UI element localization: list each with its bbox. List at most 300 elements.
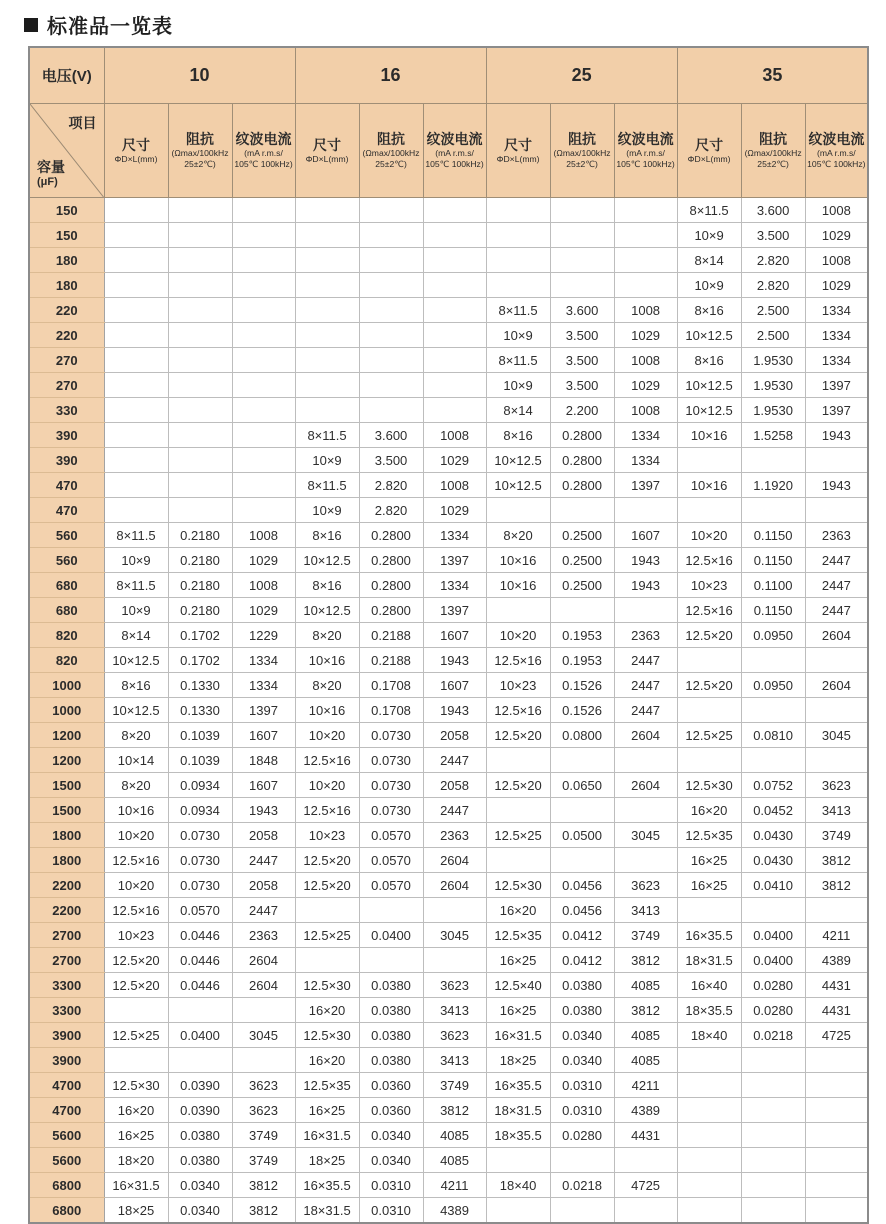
value-cell: 1.9530 xyxy=(741,348,805,373)
value-cell: 0.1330 xyxy=(168,698,232,723)
value-cell xyxy=(359,248,423,273)
value-cell: 3.600 xyxy=(359,423,423,448)
value-cell xyxy=(741,1123,805,1148)
value-cell xyxy=(232,448,295,473)
value-cell: 2604 xyxy=(805,673,868,698)
value-cell: 0.2180 xyxy=(168,548,232,573)
voltage-16-cell: 16 xyxy=(295,47,486,104)
table-row xyxy=(29,823,868,848)
value-cell xyxy=(486,248,550,273)
capacitance-cell: 2200 xyxy=(29,873,104,898)
capacitance-cell: 1000 xyxy=(29,698,104,723)
value-cell: 10×12.5 xyxy=(295,598,359,623)
capacitance-cell: 560 xyxy=(29,523,104,548)
value-cell: 16×31.5 xyxy=(486,1023,550,1048)
value-cell xyxy=(104,223,168,248)
value-cell: 1397 xyxy=(232,698,295,723)
value-cell: 1008 xyxy=(614,298,677,323)
value-cell: 10×16 xyxy=(677,473,741,498)
value-cell: 1008 xyxy=(232,573,295,598)
value-cell xyxy=(104,1048,168,1073)
value-cell: 0.0934 xyxy=(168,798,232,823)
value-cell: 2363 xyxy=(805,523,868,548)
impedance-label: 阻抗 xyxy=(377,131,406,147)
value-cell xyxy=(168,223,232,248)
value-cell: 2058 xyxy=(423,773,486,798)
value-cell: 10×14 xyxy=(104,748,168,773)
value-cell xyxy=(423,248,486,273)
value-cell xyxy=(168,1048,232,1073)
value-cell xyxy=(423,948,486,973)
value-cell xyxy=(677,1048,741,1073)
standard-products-table xyxy=(28,46,869,1224)
value-cell: 0.2800 xyxy=(359,523,423,548)
value-cell: 1008 xyxy=(614,348,677,373)
value-cell xyxy=(295,248,359,273)
value-cell: 16×20 xyxy=(104,1098,168,1123)
value-cell xyxy=(232,323,295,348)
value-cell: 1334 xyxy=(805,323,868,348)
value-cell: 4725 xyxy=(614,1173,677,1198)
value-cell xyxy=(295,398,359,423)
size-sub-label: ΦD×L(mm) xyxy=(496,153,540,164)
impedance-sub-label-2: 25±2℃) xyxy=(375,159,407,169)
table-row xyxy=(29,523,868,548)
value-cell xyxy=(232,223,295,248)
value-cell: 1008 xyxy=(423,423,486,448)
value-cell: 0.0934 xyxy=(168,773,232,798)
capacitance-cell: 1000 xyxy=(29,673,104,698)
value-cell xyxy=(359,273,423,298)
table-row xyxy=(29,423,868,448)
value-cell: 3812 xyxy=(232,1198,295,1224)
value-cell: 8×11.5 xyxy=(104,573,168,598)
value-cell: 3812 xyxy=(232,1173,295,1198)
value-cell xyxy=(423,198,486,223)
table-row xyxy=(29,798,868,823)
value-cell: 0.1708 xyxy=(359,698,423,723)
value-cell xyxy=(741,898,805,923)
value-cell xyxy=(359,198,423,223)
size-label: 尺寸 xyxy=(504,136,533,153)
value-cell: 8×20 xyxy=(104,723,168,748)
ripple-sub-label-2: 105℃ 100kHz) xyxy=(807,159,866,169)
value-cell: 1943 xyxy=(805,473,868,498)
value-cell xyxy=(295,323,359,348)
value-cell xyxy=(104,273,168,298)
value-cell: 10×9 xyxy=(486,323,550,348)
value-cell xyxy=(677,448,741,473)
value-cell: 8×11.5 xyxy=(295,423,359,448)
value-cell: 16×31.5 xyxy=(295,1123,359,1148)
value-cell xyxy=(486,223,550,248)
value-cell: 18×31.5 xyxy=(486,1098,550,1123)
value-cell: 0.2188 xyxy=(359,623,423,648)
value-cell xyxy=(168,448,232,473)
value-cell xyxy=(614,598,677,623)
value-cell: 8×16 xyxy=(295,573,359,598)
value-cell: 0.1526 xyxy=(550,673,614,698)
value-cell: 2604 xyxy=(423,848,486,873)
value-cell: 3045 xyxy=(614,823,677,848)
value-cell: 0.0446 xyxy=(168,973,232,998)
value-cell: 12.5×20 xyxy=(677,673,741,698)
capacitance-cell: 330 xyxy=(29,398,104,423)
table-row xyxy=(29,898,868,923)
value-cell: 2604 xyxy=(423,873,486,898)
value-cell xyxy=(359,373,423,398)
capacitance-cell: 820 xyxy=(29,648,104,673)
value-cell: 12.5×25 xyxy=(104,1023,168,1048)
value-cell: 1943 xyxy=(423,698,486,723)
value-cell: 0.0810 xyxy=(741,723,805,748)
value-cell: 0.0650 xyxy=(550,773,614,798)
value-cell: 4085 xyxy=(614,1023,677,1048)
value-cell: 3.500 xyxy=(550,373,614,398)
value-cell: 1029 xyxy=(232,598,295,623)
size-sub-label: ΦD×L(mm) xyxy=(687,153,731,164)
value-cell: 12.5×30 xyxy=(486,873,550,898)
value-cell: 4085 xyxy=(423,1148,486,1173)
value-cell xyxy=(614,1148,677,1173)
size-header-10v xyxy=(104,104,168,198)
value-cell xyxy=(550,798,614,823)
value-cell xyxy=(741,1148,805,1173)
value-cell: 2.500 xyxy=(741,323,805,348)
value-cell xyxy=(423,348,486,373)
ripple-header-16v xyxy=(423,104,486,198)
value-cell: 3045 xyxy=(232,1023,295,1048)
value-cell: 0.1953 xyxy=(550,648,614,673)
value-cell: 8×16 xyxy=(104,673,168,698)
corner-top-label: 项目 xyxy=(68,115,97,131)
value-cell xyxy=(614,198,677,223)
capacity-unit-label: (μF) xyxy=(37,176,58,188)
value-cell: 0.2800 xyxy=(359,598,423,623)
value-cell: 3623 xyxy=(232,1073,295,1098)
value-cell: 16×25 xyxy=(677,873,741,898)
table-row xyxy=(29,623,868,648)
value-cell xyxy=(232,1048,295,1073)
value-cell: 0.1150 xyxy=(741,548,805,573)
capacitance-cell: 2700 xyxy=(29,923,104,948)
value-cell: 0.0310 xyxy=(550,1098,614,1123)
value-cell: 0.0456 xyxy=(550,898,614,923)
value-cell: 10×12.5 xyxy=(486,473,550,498)
value-cell xyxy=(232,298,295,323)
value-cell: 3749 xyxy=(423,1073,486,1098)
value-cell: 16×20 xyxy=(486,898,550,923)
value-cell xyxy=(168,248,232,273)
value-cell: 10×12.5 xyxy=(677,373,741,398)
page-title-text: 标准品一览表 xyxy=(47,16,173,38)
capacitance-cell: 1200 xyxy=(29,748,104,773)
value-cell: 1943 xyxy=(805,423,868,448)
value-cell: 0.0380 xyxy=(168,1148,232,1173)
value-cell xyxy=(295,348,359,373)
value-cell xyxy=(741,648,805,673)
capacitance-cell: 270 xyxy=(29,348,104,373)
value-cell: 12.5×16 xyxy=(486,698,550,723)
value-cell: 0.2800 xyxy=(550,423,614,448)
value-cell xyxy=(168,998,232,1023)
value-cell: 0.0410 xyxy=(741,873,805,898)
value-cell xyxy=(104,323,168,348)
value-cell: 2447 xyxy=(614,648,677,673)
value-cell: 16×25 xyxy=(104,1123,168,1148)
value-cell xyxy=(168,373,232,398)
value-cell xyxy=(168,348,232,373)
value-cell: 4431 xyxy=(805,998,868,1023)
value-cell xyxy=(104,198,168,223)
value-cell: 3623 xyxy=(423,1023,486,1048)
value-cell xyxy=(805,1098,868,1123)
value-cell: 0.2800 xyxy=(550,448,614,473)
corner-bottom-label xyxy=(37,160,65,190)
table-row xyxy=(29,748,868,773)
value-cell: 0.0456 xyxy=(550,873,614,898)
size-label: 尺寸 xyxy=(695,136,724,153)
value-cell: 0.0800 xyxy=(550,723,614,748)
value-cell: 16×25 xyxy=(486,948,550,973)
capacitance-cell: 820 xyxy=(29,623,104,648)
value-cell: 1397 xyxy=(423,598,486,623)
value-cell: 18×40 xyxy=(486,1173,550,1198)
value-cell xyxy=(805,1073,868,1098)
value-cell: 0.1039 xyxy=(168,723,232,748)
value-cell: 0.0730 xyxy=(359,798,423,823)
value-cell xyxy=(741,1198,805,1224)
value-cell: 0.0218 xyxy=(550,1173,614,1198)
value-cell: 1607 xyxy=(614,523,677,548)
value-cell: 2604 xyxy=(805,623,868,648)
value-cell xyxy=(677,648,741,673)
value-cell: 3.600 xyxy=(741,198,805,223)
value-cell xyxy=(295,898,359,923)
value-cell: 10×12.5 xyxy=(104,648,168,673)
size-sub-label: ΦD×L(mm) xyxy=(114,153,158,164)
value-cell: 10×23 xyxy=(677,573,741,598)
value-cell: 0.0570 xyxy=(168,898,232,923)
value-cell: 0.0380 xyxy=(550,973,614,998)
value-cell: 1008 xyxy=(805,198,868,223)
value-cell xyxy=(805,748,868,773)
table-row xyxy=(29,448,868,473)
value-cell: 18×40 xyxy=(677,1023,741,1048)
value-cell: 12.5×20 xyxy=(486,773,550,798)
value-cell xyxy=(104,998,168,1023)
value-cell: 2447 xyxy=(614,673,677,698)
value-cell: 10×12.5 xyxy=(677,323,741,348)
capacitance-cell: 680 xyxy=(29,598,104,623)
value-cell xyxy=(677,1148,741,1173)
capacitance-cell: 470 xyxy=(29,473,104,498)
value-cell: 4211 xyxy=(614,1073,677,1098)
value-cell xyxy=(741,1073,805,1098)
value-cell xyxy=(677,748,741,773)
ripple-header-25v xyxy=(614,104,677,198)
value-cell xyxy=(805,1148,868,1173)
value-cell xyxy=(295,223,359,248)
value-cell: 1008 xyxy=(423,473,486,498)
value-cell: 10×9 xyxy=(295,448,359,473)
value-cell xyxy=(614,223,677,248)
value-cell: 16×35.5 xyxy=(677,923,741,948)
ripple-label: 纹波电流 xyxy=(617,131,674,147)
value-cell: 0.0280 xyxy=(550,1123,614,1148)
value-cell xyxy=(741,1048,805,1073)
value-cell: 1334 xyxy=(805,298,868,323)
value-cell: 1029 xyxy=(423,448,486,473)
value-cell: 3623 xyxy=(614,873,677,898)
value-cell: 12.5×40 xyxy=(486,973,550,998)
value-cell: 1397 xyxy=(805,373,868,398)
value-cell: 3623 xyxy=(232,1098,295,1123)
value-cell: 16×25 xyxy=(295,1098,359,1123)
value-cell: 2447 xyxy=(805,598,868,623)
table-row xyxy=(29,1198,868,1224)
value-cell xyxy=(423,273,486,298)
value-cell: 10×12.5 xyxy=(104,698,168,723)
value-cell: 0.0380 xyxy=(359,1023,423,1048)
capacitance-cell: 150 xyxy=(29,198,104,223)
value-cell xyxy=(104,398,168,423)
value-cell: 0.0950 xyxy=(741,673,805,698)
value-cell: 16×40 xyxy=(677,973,741,998)
value-cell: 1008 xyxy=(614,398,677,423)
value-cell: 3812 xyxy=(614,998,677,1023)
value-cell: 3413 xyxy=(423,1048,486,1073)
value-cell: 12.5×35 xyxy=(295,1073,359,1098)
value-cell: 0.2180 xyxy=(168,598,232,623)
value-cell xyxy=(486,848,550,873)
value-cell: 12.5×25 xyxy=(677,723,741,748)
capacitance-cell: 560 xyxy=(29,548,104,573)
value-cell xyxy=(550,748,614,773)
value-cell xyxy=(232,998,295,1023)
value-cell xyxy=(805,1048,868,1073)
value-cell: 2447 xyxy=(232,898,295,923)
value-cell xyxy=(805,898,868,923)
capacitance-cell: 270 xyxy=(29,373,104,398)
capacitance-cell: 6800 xyxy=(29,1173,104,1198)
value-cell xyxy=(550,273,614,298)
value-cell: 2363 xyxy=(423,823,486,848)
value-cell: 0.2500 xyxy=(550,523,614,548)
value-cell: 12.5×35 xyxy=(677,823,741,848)
table-row xyxy=(29,373,868,398)
value-cell: 12.5×16 xyxy=(295,748,359,773)
value-cell: 10×16 xyxy=(295,698,359,723)
value-cell: 2604 xyxy=(232,973,295,998)
value-cell: 12.5×20 xyxy=(295,848,359,873)
capacitance-cell: 4700 xyxy=(29,1073,104,1098)
value-cell: 3812 xyxy=(805,848,868,873)
value-cell: 10×12.5 xyxy=(295,548,359,573)
capacitance-cell: 180 xyxy=(29,248,104,273)
value-cell: 8×11.5 xyxy=(677,198,741,223)
value-cell: 10×16 xyxy=(677,423,741,448)
value-cell: 1607 xyxy=(232,773,295,798)
value-cell: 1334 xyxy=(423,523,486,548)
value-cell xyxy=(359,348,423,373)
value-cell: 1607 xyxy=(232,723,295,748)
value-cell: 3.500 xyxy=(359,448,423,473)
capacitance-cell: 5600 xyxy=(29,1148,104,1173)
capacitance-cell: 180 xyxy=(29,273,104,298)
value-cell xyxy=(614,798,677,823)
value-cell: 8×20 xyxy=(295,623,359,648)
value-cell xyxy=(359,948,423,973)
value-cell: 4211 xyxy=(423,1173,486,1198)
ripple-sub-label-1: (mA r.m.s/ xyxy=(244,148,283,158)
value-cell: 4085 xyxy=(614,1048,677,1073)
ripple-sub-label-1: (mA r.m.s/ xyxy=(626,148,665,158)
value-cell xyxy=(295,273,359,298)
impedance-sub-label-1: (Ωmax/100kHz xyxy=(553,148,611,158)
value-cell: 0.0340 xyxy=(359,1123,423,1148)
table-row xyxy=(29,573,868,598)
value-cell: 2.820 xyxy=(741,273,805,298)
table-row xyxy=(29,348,868,373)
table-row xyxy=(29,548,868,573)
value-cell: 1943 xyxy=(614,573,677,598)
value-cell: 0.2188 xyxy=(359,648,423,673)
value-cell: 1029 xyxy=(614,373,677,398)
value-cell xyxy=(232,373,295,398)
ripple-sub-label-1: (mA r.m.s/ xyxy=(817,148,856,158)
value-cell xyxy=(232,198,295,223)
value-cell xyxy=(359,898,423,923)
size-label: 尺寸 xyxy=(122,136,150,153)
value-cell: 16×35.5 xyxy=(295,1173,359,1198)
value-cell: 0.0570 xyxy=(359,823,423,848)
value-cell: 2447 xyxy=(614,698,677,723)
capacitance-cell: 3300 xyxy=(29,973,104,998)
value-cell: 4085 xyxy=(614,973,677,998)
value-cell: 8×16 xyxy=(486,423,550,448)
capacitance-cell: 390 xyxy=(29,448,104,473)
value-cell: 18×35.5 xyxy=(486,1123,550,1148)
value-cell xyxy=(104,473,168,498)
value-cell xyxy=(486,1148,550,1173)
voltage-25-cell: 25 xyxy=(486,47,677,104)
value-cell: 2447 xyxy=(232,848,295,873)
value-cell xyxy=(104,423,168,448)
value-cell: 0.2800 xyxy=(359,573,423,598)
value-cell: 10×23 xyxy=(486,673,550,698)
value-cell: 3812 xyxy=(423,1098,486,1123)
value-cell xyxy=(232,273,295,298)
ripple-label: 纹波电流 xyxy=(808,131,865,147)
value-cell xyxy=(359,223,423,248)
column-header-row xyxy=(29,104,868,198)
value-cell: 3.500 xyxy=(550,323,614,348)
value-cell: 1.1920 xyxy=(741,473,805,498)
value-cell: 18×31.5 xyxy=(295,1198,359,1224)
value-cell: 0.1953 xyxy=(550,623,614,648)
value-cell: 4389 xyxy=(614,1098,677,1123)
value-cell: 0.2500 xyxy=(550,548,614,573)
value-cell: 10×16 xyxy=(486,548,550,573)
value-cell: 18×25 xyxy=(486,1048,550,1073)
value-cell xyxy=(423,323,486,348)
value-cell: 0.0310 xyxy=(359,1198,423,1224)
value-cell xyxy=(741,698,805,723)
value-cell: 8×11.5 xyxy=(486,298,550,323)
impedance-sub-label-2: 25±2℃) xyxy=(757,159,789,169)
value-cell: 0.0360 xyxy=(359,1098,423,1123)
